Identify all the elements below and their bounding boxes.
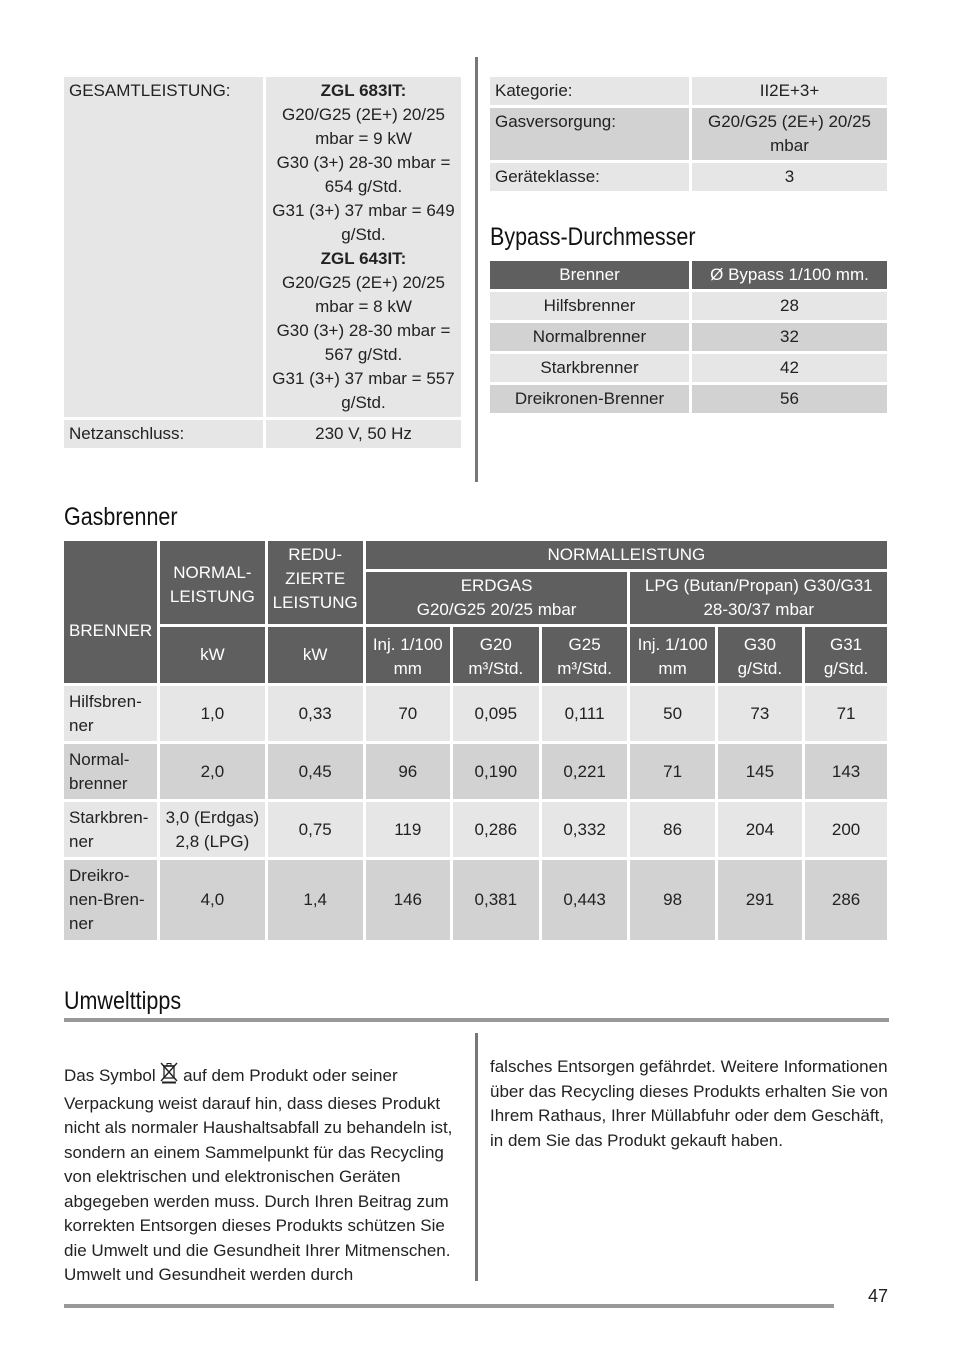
header-inj-lpg: Inj. 1/100 mm <box>630 627 714 683</box>
burner-value: 86 <box>630 802 714 857</box>
table-row <box>490 77 887 105</box>
header-g25-label: G25 <box>568 635 601 654</box>
bypass-table <box>487 258 890 416</box>
table-row <box>64 77 461 417</box>
table-row <box>64 420 461 448</box>
spec-value: 3 <box>692 163 887 191</box>
spec-label: Netzanschluss: <box>64 420 263 448</box>
table-row <box>490 292 887 320</box>
crossed-bin-icon <box>160 1062 178 1092</box>
table-row <box>64 802 887 857</box>
spec-line: G30 (3+) 28-30 mbar = <box>276 321 451 340</box>
header-normalleistung-group: NORMALLEISTUNG <box>366 541 887 569</box>
burner-value: 71 <box>805 686 887 741</box>
header-g25-unit: m³/Std. <box>557 659 612 678</box>
spec-table-left <box>61 74 464 451</box>
burner-name: Hilfsbren- ner <box>64 686 157 741</box>
header-g20-label: G20 <box>479 635 512 654</box>
burner-value: 146 <box>366 860 450 940</box>
burner-value: 119 <box>366 802 450 857</box>
column-header: Ø Bypass 1/100 mm. <box>692 261 887 289</box>
burner-value: 1,0 <box>160 686 265 741</box>
spec-value-gesamtleistung <box>266 77 461 417</box>
burner-value: 204 <box>718 802 802 857</box>
spec-line: mbar = 8 kW <box>315 297 412 316</box>
burner-value: 1,4 <box>268 860 363 940</box>
table-row <box>490 163 887 191</box>
header-kw: kW <box>268 627 363 683</box>
burner-value: 71 <box>630 744 714 799</box>
gasbrenner-table <box>61 538 890 943</box>
spec-label: Kategorie: <box>490 77 689 105</box>
header-inj-erdgas: Inj. 1/100 mm <box>366 627 450 683</box>
burner-name: Dreikronen-Brenner <box>490 385 689 413</box>
burner-value: 0,286 <box>453 802 539 857</box>
gasbrenner-heading: Gasbrenner <box>64 503 178 531</box>
header-g31-label: G31 <box>829 635 863 654</box>
spec-line: G20/G25 (2E+) 20/25 <box>281 273 446 292</box>
burner-name: Starkbrenner <box>490 354 689 382</box>
spec-line: 567 g/Std. <box>324 345 403 364</box>
burner-value: 291 <box>718 860 802 940</box>
spec-line: G30 (3+) 28-30 mbar = <box>276 153 451 172</box>
burner-value: 98 <box>630 860 714 940</box>
table-header-row <box>64 541 887 569</box>
table-row <box>64 860 887 940</box>
burner-value: 143 <box>805 744 887 799</box>
table-header-row <box>64 627 887 683</box>
burner-value: 0,381 <box>453 860 539 940</box>
header-g30 <box>718 627 802 683</box>
spec-line: 654 g/Std. <box>324 177 403 196</box>
header-g31 <box>805 627 887 683</box>
table-row <box>64 744 887 799</box>
spec-line: G31 (3+) 37 mbar = 649 <box>272 201 455 220</box>
bypass-heading: Bypass-Durchmesser <box>490 223 696 251</box>
heading-rule <box>64 1018 889 1022</box>
header-g30-label: G30 <box>743 635 776 654</box>
umwelt-paragraph-left <box>64 1062 464 1288</box>
burner-value: 2,0 <box>160 744 265 799</box>
header-brenner: BRENNER <box>64 541 157 683</box>
burner-value: 286 <box>805 860 887 940</box>
header-g20 <box>453 627 539 683</box>
spec-value: II2E+3+ <box>692 77 887 105</box>
burner-name: Hilfsbrenner <box>490 292 689 320</box>
burner-value: 3,0 (Erdgas) 2,8 (LPG) <box>160 802 265 857</box>
burner-value: 0,443 <box>542 860 628 940</box>
bypass-value: 28 <box>692 292 887 320</box>
burner-value: 0,111 <box>542 686 628 741</box>
header-g20-unit: m³/Std. <box>468 659 524 678</box>
burner-value: 0,33 <box>268 686 363 741</box>
burner-name: Starkbren- ner <box>64 802 157 857</box>
text-before-symbol: Das Symbol <box>64 1066 161 1085</box>
spec-label: GESAMTLEISTUNG: <box>64 77 263 417</box>
model-name: ZGL 643IT: <box>320 249 407 268</box>
header-g25 <box>542 627 628 683</box>
burner-name: Dreikro- nen-Bren- ner <box>64 860 157 940</box>
model-name: ZGL 683IT: <box>320 81 407 100</box>
table-row <box>490 354 887 382</box>
table-row <box>490 385 887 413</box>
umwelt-heading: Umwelttipps <box>64 987 182 1015</box>
gasbrenner-body <box>64 686 887 940</box>
spec-line: G31 (3+) 37 mbar = 557 <box>272 369 455 388</box>
column-divider-bottom <box>475 1033 478 1281</box>
header-normalleistung: NORMAL- LEISTUNG <box>160 541 265 624</box>
table-row <box>64 686 887 741</box>
text-after-symbol: auf dem Produkt oder seiner Verpackung weist darauf hin, dass dieses Produkt nicht als normaler Haushaltsabfall zu behandeln ist, sondern an einem Sammelpunkt für das Recycling von elektrischen und elektronischen Geräten abgegeben werden muss. Durch Ihren Beitrag zum korrekten Entsorgen dieses Produkts schützen Sie die Umwelt und die Gesundheit Ihrer Mitmenschen. Umwelt und Gesundheit werden durch <box>64 1066 453 1284</box>
bypass-value: 32 <box>692 323 887 351</box>
spec-table-right <box>487 74 890 194</box>
burner-value: 0,75 <box>268 802 363 857</box>
header-kw: kW <box>160 627 265 683</box>
header-g31-unit: g/Std. <box>823 659 869 678</box>
header-erdgas: ERDGAS G20/G25 20/25 mbar <box>366 572 628 624</box>
column-divider-top <box>475 57 478 482</box>
table-row <box>490 323 887 351</box>
spec-label: Gasversorgung: <box>490 108 689 160</box>
spec-line: g/Std. <box>341 393 386 412</box>
burner-value: 200 <box>805 802 887 857</box>
burner-value: 145 <box>718 744 802 799</box>
burner-value: 50 <box>630 686 714 741</box>
column-header: Brenner <box>490 261 689 289</box>
spec-line: g/Std. <box>341 225 386 244</box>
burner-name: Normalbrenner <box>490 323 689 351</box>
footer-rule <box>64 1304 834 1308</box>
spec-value: G20/G25 (2E+) 20/25 mbar <box>692 108 887 160</box>
spec-line: mbar = 9 kW <box>315 129 412 148</box>
page-number: 47 <box>868 1286 889 1306</box>
burner-value: 0,095 <box>453 686 539 741</box>
burner-value: 0,221 <box>542 744 628 799</box>
burner-value: 96 <box>366 744 450 799</box>
umwelt-paragraph-right: falsches Entsorgen gefährdet. Weitere Informationen über das Recycling dieses Produkts erhalten Sie von Ihrem Rathaus, Ihrer Müllabfuhr oder dem Geschäft, in dem Sie das Produkt gekauft haben. <box>490 1057 888 1150</box>
header-reduzierte-leistung: REDU- ZIERTE LEISTUNG <box>268 541 363 624</box>
burner-value: 0,332 <box>542 802 628 857</box>
bypass-value: 56 <box>692 385 887 413</box>
bypass-value: 42 <box>692 354 887 382</box>
burner-name: Normal- brenner <box>64 744 157 799</box>
header-lpg: LPG (Butan/Propan) G30/G31 28-30/37 mbar <box>630 572 887 624</box>
spec-line: G20/G25 (2E+) 20/25 <box>281 105 446 124</box>
table-row <box>490 108 887 160</box>
header-g30-unit: g/Std. <box>737 659 783 678</box>
burner-value: 4,0 <box>160 860 265 940</box>
burner-value: 73 <box>718 686 802 741</box>
burner-value: 0,190 <box>453 744 539 799</box>
table-header-row <box>490 261 887 289</box>
burner-value: 70 <box>366 686 450 741</box>
burner-value: 0,45 <box>268 744 363 799</box>
spec-label: Geräteklasse: <box>490 163 689 191</box>
spec-value: 230 V, 50 Hz <box>266 420 461 448</box>
